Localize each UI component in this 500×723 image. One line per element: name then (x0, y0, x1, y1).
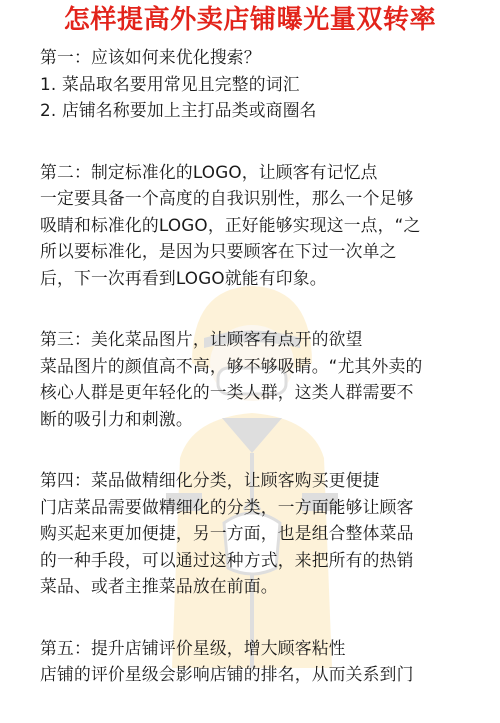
section-heading: 第四：菜品做精细化分类，让顾客购买更便捷 (40, 470, 380, 490)
list-item: 2. 店铺名称要加上主打品类或商圈名 (40, 100, 317, 120)
section-logo (40, 159, 472, 292)
section-heading: 第三：美化菜品图片，让顾客有点开的欲望 (40, 329, 363, 349)
paragraph-line: 所以要标准化，是因为只要顾客在下过一次单之 (40, 241, 397, 261)
paragraph-line: 菜品图片的颜值高不高，够不够吸睛。“尤其外卖的 (40, 355, 423, 376)
page-title: 怎样提高外卖店铺曝光量双转率 (63, 5, 437, 35)
paragraph-line: 的一种手段，可以通过这种方式，来把所有的热销 (40, 549, 414, 570)
article-body (40, 44, 472, 723)
section-heading: 第一：应该如何来优化搜索？ (40, 47, 261, 67)
section-menu-categories (40, 467, 472, 600)
paragraph-line: 断的吸引力和刺激。 (40, 408, 193, 429)
section-heading: 第五：提升店铺评价星级，增大顾客粘性 (40, 637, 346, 658)
paragraph-line: 核心人群是更年轻化的一类人群，这类人群需要不 (40, 382, 414, 402)
paragraph-line: 一定要具备一个高度的自我识别性，那么一个足够 (40, 188, 414, 208)
section-food-images (40, 326, 472, 432)
section-search-optimization (40, 44, 472, 124)
paragraph-line: 店铺的评价星级会影响店铺的排名，从而关系到门 (40, 664, 414, 684)
paragraph-line: 门店菜品需要做精细化的分类，一方面能够让顾客 (40, 496, 414, 517)
section-heading: 第二：制定标准化的LOGO，让顾客有记忆点 (40, 161, 378, 182)
paragraph-line: 后，下一次再看到LOGO就能有印象。 (40, 267, 327, 288)
paragraph-line: 购买起来更加便捷，另一方面，也是组合整体菜品 (40, 523, 414, 543)
paragraph-line: 菜品、或者主推菜品放在前面。 (40, 576, 278, 596)
list-item: 1. 菜品取名要用常见且完整的词汇 (40, 73, 300, 94)
section-store-rating (40, 635, 472, 688)
paragraph-line: 吸睛和标准化的LOGO，正好能够实现这一点，“之 (40, 214, 421, 235)
